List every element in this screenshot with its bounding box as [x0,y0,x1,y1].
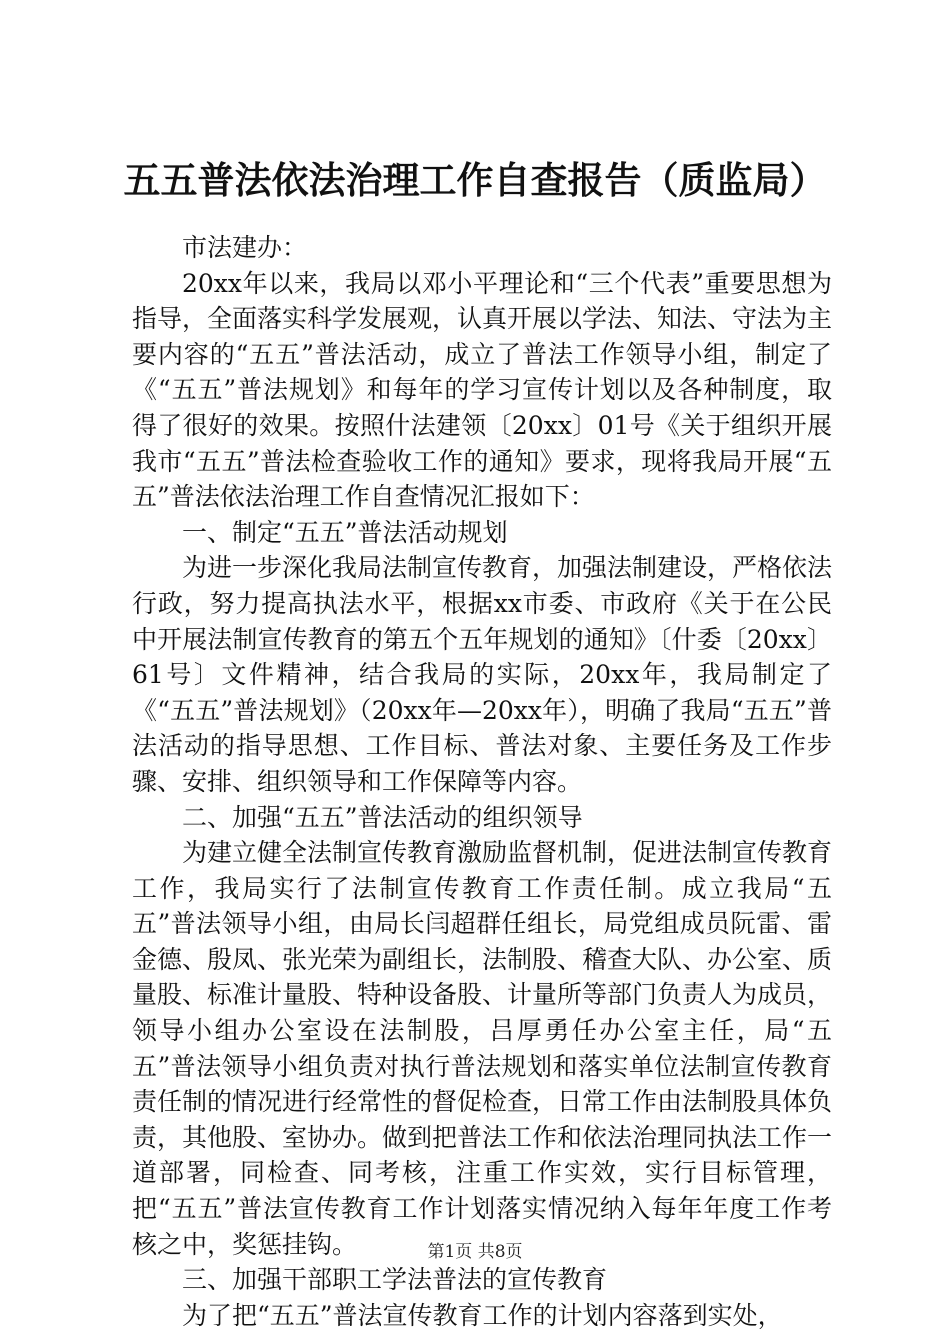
salutation: 市法建办： [182,233,308,262]
paragraph-intro: 20xx年以来，我局以邓小平理论和“三个代表”重要思想为指导，全面落实科学发展观，认真开展以学法、知法、守法为主要内容的“五五”普法活动，成立了普法工作领导小组，制定了《“五五”普法规划》和每年的学习宣传计划以及各种制度，取得了很好的效果。按照什法建领〔20xx〕01号《关于组织开展我市“五五”普法检查验收工作的通知》要求，现将我局开展“五五”普法依法治理工作自查情况汇报如下： [132,268,833,512]
section-heading-3: 三、加强干部职工学法普法的宣传教育 [182,1265,608,1295]
document-title: 五五普法依法治理工作自查报告（质监局） [123,158,827,202]
paragraph-section-3: 为了把“五五”普法宣传教育工作的计划内容落到实处， [182,1300,783,1330]
paragraph-section-2: 为建立健全法制宣传教育激励监督机制，促进法制宣传教育工作，我局实行了法制宣传教育工作责任制。成立我局“五五”普法领导小组，由局长闫超群任组长，局党组成员阮雷、雷金德、殷凤、张光荣为副组长，法制股、稽查大队、办公室、质量股、标准计量股、特种设备股、计量所等部门负责人为成员，领导小组办公室设在法制股，吕厚勇任办公室主任，局“五五”普法领导小组负责对执行普法规划和落实单位法制宣传教育责任制的情况进行经常性的督促检查，日常工作由法制股具体负责，其他股、室协办。做到把普法工作和依法治理同执法工作一道部署，同检查、同考核，注重工作实效，实行目标管理，把“五五”普法宣传教育工作计划落实情况纳入每年年度工作考核之中，奖惩挂钩。 [132,838,833,1259]
section-heading-1: 一、制定“五五”普法活动规划 [182,517,508,547]
document-body [132,230,832,1333]
paragraph-section-1: 为进一步深化我局法制宣传教育，加强法制建设，严格依法行政，努力提高执法水平，根据xx市委、市政府《关于在公民中开展法制宣传教育的第五个五年规划的通知》〔什委〔20xx〕61号〕文件精神，结合我局的实际，20xx年，我局制定了《“五五”普法规划》（20xx年—20xx年），明确了我局“五五”普法活动的指导思想、工作目标、普法对象、主要任务及工作步骤、安排、组织领导和工作保障等内容。 [132,553,833,796]
page-number-footer: 第1页 共8页 [427,1242,523,1262]
section-heading-2: 二、加强“五五”普法活动的组织领导 [182,802,583,832]
